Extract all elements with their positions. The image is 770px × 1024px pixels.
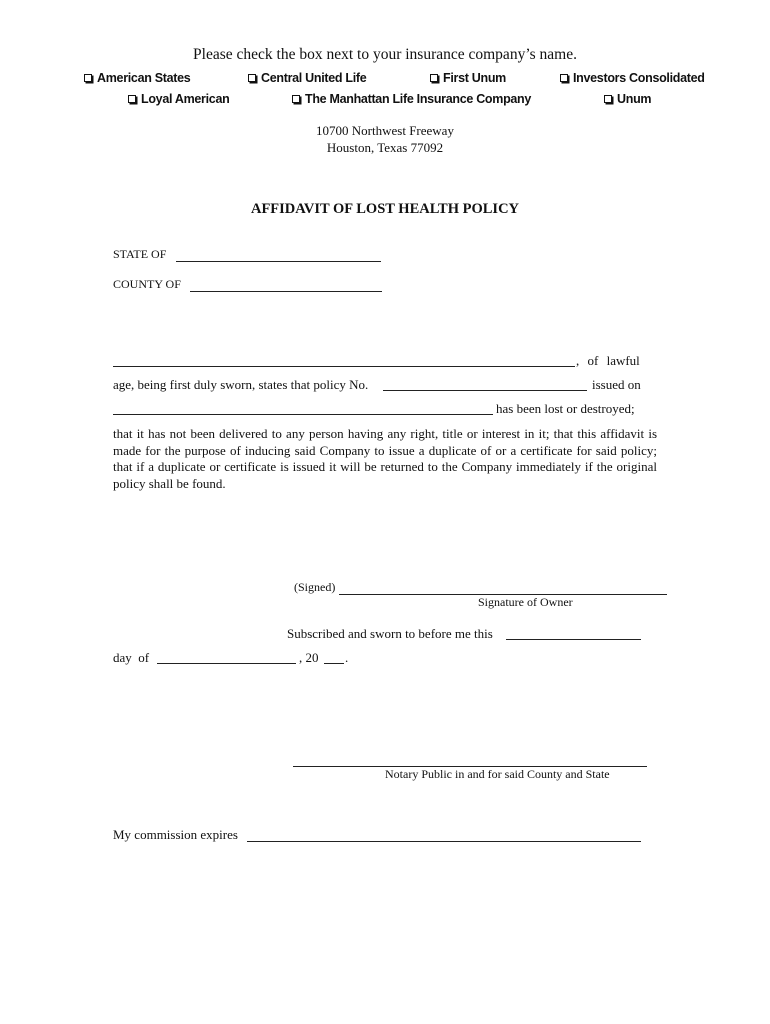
affidavit-paragraph: that it has not been delivered to any person having any right, title or interest in it; that this affidavit is made for the purpose of inducing said Company to issue a duplicate of or a certificate for said policy; that if a duplicate or certificate is issued it will be returned to the Company immediately if the original policy shall be found. xyxy=(113,426,657,491)
notary-caption: Notary Public in and for said County and State xyxy=(385,767,610,781)
checkbox-icon xyxy=(248,74,256,82)
lost-destroyed-text: has been lost or destroyed; xyxy=(496,401,635,416)
checkbox-icon xyxy=(560,74,568,82)
checkbox-unum[interactable] xyxy=(604,92,651,106)
sworn-day-field[interactable] xyxy=(506,639,641,640)
checkbox-first-unum[interactable] xyxy=(430,71,506,85)
company-label: Loyal American xyxy=(141,92,230,106)
checkbox-central-united-life[interactable] xyxy=(248,71,366,85)
checkbox-investors-consolidated[interactable] xyxy=(560,71,705,85)
checkbox-icon xyxy=(430,74,438,82)
year-prefix: , 20 xyxy=(299,650,319,665)
affiant-name-field[interactable] xyxy=(113,366,575,367)
county-label: COUNTY OF xyxy=(113,277,181,291)
company-label: Central United Life xyxy=(261,71,367,85)
signed-label: (Signed) xyxy=(294,580,336,594)
commission-expires-field[interactable] xyxy=(247,841,641,842)
company-label: First Unum xyxy=(443,71,506,85)
day-of-label: day of xyxy=(113,650,150,665)
of-lawful-text: , of lawful xyxy=(576,353,640,368)
checkbox-icon xyxy=(128,95,136,103)
subscribed-text: Subscribed and sworn to before me this xyxy=(287,626,493,641)
age-sworn-text: age, being first duly sworn, states that policy No. xyxy=(113,377,369,392)
issue-date-field[interactable] xyxy=(113,414,493,415)
policy-number-field[interactable] xyxy=(383,390,587,391)
county-field[interactable] xyxy=(190,291,382,292)
instruction-text: Please check the box next to your insurance company’s name. xyxy=(193,46,577,63)
checkbox-loyal-american[interactable] xyxy=(128,92,229,106)
address-line-1: 10700 Northwest Freeway xyxy=(316,123,454,138)
sworn-month-field[interactable] xyxy=(157,663,296,664)
sworn-year-field[interactable] xyxy=(324,663,344,664)
company-label: Unum xyxy=(617,92,652,106)
checkbox-american-states[interactable] xyxy=(84,71,190,85)
company-label: Investors Consolidated xyxy=(573,71,705,85)
checkbox-icon xyxy=(604,95,612,103)
owner-signature-caption: Signature of Owner xyxy=(478,595,573,609)
address-line-2: Houston, Texas 77092 xyxy=(326,140,444,155)
company-label: The Manhattan Life Insurance Company xyxy=(305,92,532,106)
checkbox-manhattan-life[interactable] xyxy=(292,92,531,106)
page-title: AFFIDAVIT OF LOST HEALTH POLICY xyxy=(250,201,520,217)
issued-on-text: issued on xyxy=(592,377,641,392)
checkbox-icon xyxy=(84,74,92,82)
company-label: American States xyxy=(97,71,191,85)
state-label: STATE OF xyxy=(113,247,167,261)
state-field[interactable] xyxy=(176,261,381,262)
checkbox-icon xyxy=(292,95,300,103)
commission-label: My commission expires xyxy=(113,827,238,842)
year-suffix: . xyxy=(345,650,349,665)
